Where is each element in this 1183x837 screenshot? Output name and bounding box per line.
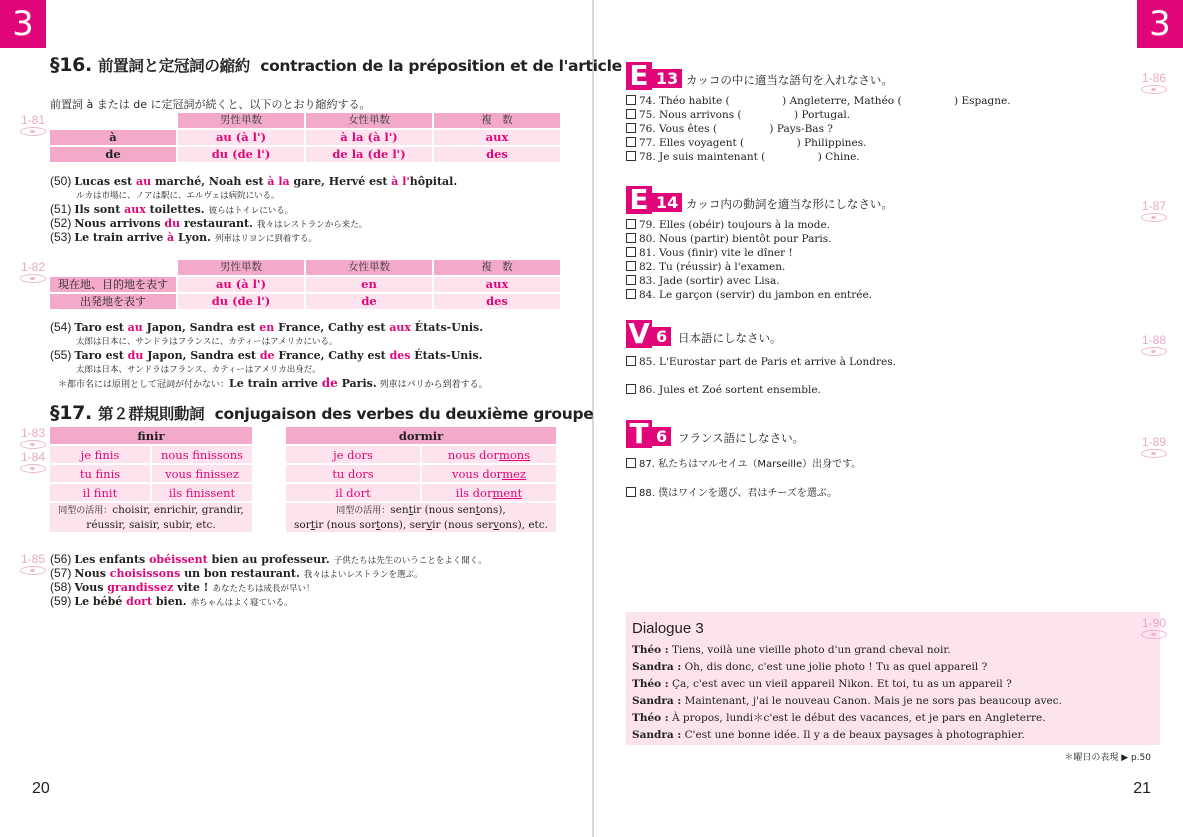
audio-track-1-82[interactable]: 1-82 bbox=[16, 261, 50, 283]
section-title-jp: 前置詞と定冠詞の縮約 bbox=[97, 57, 250, 75]
list-item[interactable]: 83. Jade (sortir) avec Lisa. bbox=[626, 275, 780, 288]
table-cell: aux bbox=[434, 277, 560, 292]
example-51: (51) Ils sont aux toilettes. 彼らはトイレにいる。 bbox=[50, 202, 294, 216]
checkbox-icon bbox=[626, 384, 636, 394]
table-row bbox=[50, 147, 560, 162]
checkbox-icon bbox=[626, 487, 636, 497]
form: tu dors bbox=[286, 465, 420, 482]
list-item[interactable]: 87. 私たちはマルセイユ（Marseille）出身です。 bbox=[626, 458, 861, 471]
geography-preposition-table bbox=[48, 258, 562, 311]
table-row bbox=[50, 446, 252, 463]
form: ils finissent bbox=[152, 484, 252, 501]
checkbox-icon bbox=[626, 458, 636, 468]
list-item[interactable]: 81. Vous (finir) vite le dîner ! bbox=[626, 247, 793, 260]
list-item[interactable]: 76. Vous êtes ( ) Pays-Bas ? bbox=[626, 123, 833, 136]
section-intro: 前置詞 à または de に定冠詞が続くと、以下のとおり縮約する。 bbox=[50, 98, 371, 111]
dialogue-box bbox=[626, 612, 1160, 745]
right-page: 3 E 13 カッコの中に適当な語句を入れなさい。 1-86 74. Théo habite ( ) Angleterre, Mathéo ( ) Espagne. 75. Nous arrivons ( ) Portugal. 76. Vous êtes ( ) Pays-Bas ? 77. Elles voyagent ( ) Philippines. 78. Je suis maintenant ( ) Chine. E 14 カッコ内の動詞を適当な形にしなさい。 1-87 79. Elles (obéir) toujours à la mode. 80. Nous (partir) bientôt pour Paris. 81. Vous (finir) vite le dîner ! 82. Tu (réussir) à l'examen. 83. Jade (sortir) avec Lisa. 84. Le garçon (servir) du jambon en entrée. V 6 日本語にしなさい。 1-88 85. L'Eurostar part de Paris et arrive à Londres. 86. Jules et Zoé sortent ensemble. T 6 フランス語にしなさい。 1-89 87. 私たちはマルセイユ（Marseille）出身です。 88. 僕はワインを選び、君はチーズを選ぶ。 Dialogue 3 Théo : Tiens, voilà une vieille photo d'un grand cheval noir. Sandra : Oh, dis donc, c'est une jolie photo ! Tu as quel appareil ? Théo : Ça, c'est avec un vieil appareil Nikon. Et toi, tu as un appareil ? Sandra : Maintenant, j'ai le nouveau Canon. Mais je ne sors pas beaucoup avec. Théo : À propos, lundi＊c'est le début des vacances, et je pars en Angleterre. Sandra : C'est une bonne idée. Il y a de beaux paysages à photographier. 1-90 ＊曜日の表現 ▶ p.50 21 bbox=[594, 0, 1183, 837]
example-57: (57) Nous choisissons un bon restaurant. 我々はよいレストランを選ぶ。 bbox=[50, 566, 423, 580]
list-item[interactable]: 79. Elles (obéir) toujours à la mode. bbox=[626, 219, 830, 232]
example-52: (52) Nous arrivons du restaurant. 我々はレストランから来た。 bbox=[50, 216, 368, 230]
audio-track-1-89[interactable]: 1-89 bbox=[1137, 436, 1171, 458]
table-cell: au (à l') bbox=[178, 277, 304, 292]
dialogue-line: Sandra : C'est une bonne idée. Il y a de beaux paysages à photographier. bbox=[632, 729, 1025, 741]
audio-track-1-88[interactable]: 1-88 bbox=[1137, 334, 1171, 356]
audio-track-1-85[interactable]: 1-85 bbox=[16, 553, 50, 575]
form: il dort bbox=[286, 484, 420, 501]
dialogue-title: Dialogue 3 bbox=[632, 620, 704, 637]
checkbox-icon bbox=[626, 123, 636, 133]
example-59: (59) Le bébé dort bien. 赤ちゃんはよく寝ている。 bbox=[50, 594, 293, 608]
section-title-fr: conjugaison des verbes du deuxième groupe bbox=[214, 405, 594, 423]
row-label: de bbox=[50, 147, 176, 162]
section-title-fr: contraction de la préposition et de l'article bbox=[260, 57, 622, 75]
header-fem-sing: 女性単数 bbox=[306, 113, 432, 128]
footnote-reference: ＊曜日の表現 ▶ p.50 bbox=[1064, 753, 1151, 763]
table-cell: de la (de l') bbox=[306, 147, 432, 162]
example-50: (50) Lucas est au marché, Noah est à la gare, Hervé est à l'hôpital. bbox=[50, 174, 458, 188]
list-item[interactable]: 85. L'Eurostar part de Paris et arrive à Londres. bbox=[626, 356, 896, 369]
checkbox-icon bbox=[626, 109, 636, 119]
checkbox-icon bbox=[626, 356, 636, 366]
list-item[interactable]: 78. Je suis maintenant ( ) Chine. bbox=[626, 151, 860, 164]
exercise-instruction: カッコの中に適当な語句を入れなさい。 bbox=[686, 73, 893, 87]
section-16-heading bbox=[50, 54, 622, 76]
table-row bbox=[50, 294, 560, 309]
example-53: (53) Le train arrive à Lyon. 列車はリヨンに到着する。 bbox=[50, 230, 317, 244]
example-58: (58) Vous grandissez vite ! あなたたちは成長が早い！ bbox=[50, 580, 315, 594]
row-label: 出発地を表す bbox=[50, 294, 176, 309]
table-row bbox=[286, 484, 556, 501]
checkbox-icon bbox=[626, 289, 636, 299]
example-55: (55) Taro est du Japon, Sandra est de France, Cathy est des États-Unis. bbox=[50, 348, 483, 362]
list-item[interactable]: 75. Nous arrivons ( ) Portugal. bbox=[626, 109, 850, 122]
dialogue-line: Théo : À propos, lundi＊c'est le début des vacances, et je pars en Angleterre. bbox=[632, 712, 1046, 724]
example-54-translation: 太郎は日本に、サンドラはフランスに、カティーはアメリカにいる。 bbox=[76, 337, 338, 347]
cd-icon bbox=[1141, 213, 1167, 222]
city-name-note: ＊都市名には原則として冠詞が付かない：Le train arrive de Paris. 列車はパリから到着する。 bbox=[58, 376, 488, 390]
section-17-heading bbox=[50, 402, 593, 424]
audio-track-1-86[interactable]: 1-86 bbox=[1137, 72, 1171, 94]
row-label: à bbox=[50, 130, 176, 145]
form: vous dormez bbox=[422, 465, 556, 482]
form: je finis bbox=[50, 446, 150, 463]
form: ils dorment bbox=[422, 484, 556, 501]
exercise-instruction: フランス語にしなさい。 bbox=[678, 431, 805, 445]
cd-icon bbox=[20, 440, 46, 449]
finir-conjugation-table bbox=[48, 425, 254, 534]
form: nous dormons bbox=[422, 446, 556, 463]
checkbox-icon bbox=[626, 247, 636, 257]
verb-head: dormir bbox=[286, 427, 556, 444]
dialogue-line: Sandra : Oh, dis donc, c'est une jolie photo ! Tu as quel appareil ? bbox=[632, 661, 988, 673]
section-number: §17. bbox=[50, 402, 92, 424]
cd-icon bbox=[20, 127, 46, 136]
dormir-conjugation-table bbox=[284, 425, 558, 534]
audio-track-1-90[interactable]: 1-90 bbox=[1137, 617, 1171, 639]
chapter-tab: 3 bbox=[0, 0, 46, 48]
list-item[interactable]: 88. 僕はワインを選び、君はチーズを選ぶ。 bbox=[626, 487, 837, 500]
table-row bbox=[50, 484, 252, 501]
audio-track-1-81[interactable] bbox=[16, 114, 50, 136]
table-cell: de bbox=[306, 294, 432, 309]
form: nous finissons bbox=[152, 446, 252, 463]
checkbox-icon bbox=[626, 137, 636, 147]
form: il finit bbox=[50, 484, 150, 501]
cd-icon bbox=[20, 464, 46, 473]
form: je dors bbox=[286, 446, 420, 463]
dialogue-line: Théo : Tiens, voilà une vieille photo d'un grand cheval noir. bbox=[632, 644, 951, 656]
exercise-instruction: 日本語にしなさい。 bbox=[678, 331, 782, 345]
table-row bbox=[286, 446, 556, 463]
track-label: 1-81 bbox=[20, 113, 46, 127]
list-item[interactable]: 74. Théo habite ( ) Angleterre, Mathéo ( ) Espagne. bbox=[626, 95, 1011, 108]
chapter-tab: 3 bbox=[1137, 0, 1183, 48]
table-row bbox=[50, 465, 252, 482]
table-cell: des bbox=[434, 294, 560, 309]
checkbox-icon bbox=[626, 95, 636, 105]
list-item[interactable]: 80. Nous (partir) bientôt pour Paris. bbox=[626, 233, 831, 246]
cd-icon bbox=[1141, 449, 1167, 458]
example-50-translation: ルカは市場に、ノアは駅に、エルヴェは病院にいる。 bbox=[76, 191, 280, 201]
dialogue-line: Sandra : Maintenant, j'ai le nouveau Canon. Mais je ne sors pas beaucoup avec. bbox=[632, 695, 1062, 707]
list-item[interactable]: 86. Jules et Zoé sortent ensemble. bbox=[626, 384, 821, 397]
list-item[interactable]: 82. Tu (réussir) à l'examen. bbox=[626, 261, 785, 274]
exercise-instruction: カッコ内の動詞を適当な形にしなさい。 bbox=[686, 197, 893, 211]
table-cell: du (de l') bbox=[178, 294, 304, 309]
cd-icon bbox=[1141, 347, 1167, 356]
table-cell: aux bbox=[434, 130, 560, 145]
audio-track-1-84[interactable]: 1-84 bbox=[16, 451, 50, 473]
example-54: (54) Taro est au Japon, Sandra est en France, Cathy est aux États-Unis. bbox=[50, 320, 484, 334]
table-cell: du (de l') bbox=[178, 147, 304, 162]
table-cell: des bbox=[434, 147, 560, 162]
page-number: 20 bbox=[32, 780, 50, 797]
header-masc-sing: 男性単数 bbox=[178, 260, 304, 275]
cd-icon bbox=[20, 566, 46, 575]
cd-icon bbox=[1141, 85, 1167, 94]
cd-icon bbox=[20, 274, 46, 283]
header-masc-sing: 男性単数 bbox=[178, 113, 304, 128]
same-pattern-note: 同型の活用：choisir, enrichir, grandir, réussir, saisir, subir, etc. bbox=[50, 503, 252, 532]
table-row bbox=[286, 465, 556, 482]
verb-head: finir bbox=[50, 427, 252, 444]
section-number: §16. bbox=[50, 54, 92, 76]
example-55-translation: 太郎は日本、サンドラはフランス、カティーはアメリカ出身だ。 bbox=[76, 365, 321, 375]
checkbox-icon bbox=[626, 219, 636, 229]
example-56: (56) Les enfants obéissent bien au professeur. 子供たちは先生のいうことをよく聞く。 bbox=[50, 552, 487, 566]
table-row bbox=[50, 277, 560, 292]
table-cell: à la (à l') bbox=[306, 130, 432, 145]
audio-track-1-83[interactable]: 1-83 bbox=[16, 427, 50, 449]
list-item[interactable]: 84. Le garçon (servir) du jambon en entrée. bbox=[626, 289, 872, 302]
table-cell: en bbox=[306, 277, 432, 292]
checkbox-icon bbox=[626, 275, 636, 285]
form: tu finis bbox=[50, 465, 150, 482]
row-label: 現在地、目的地を表す bbox=[50, 277, 176, 292]
contraction-table bbox=[48, 111, 562, 164]
header-fem-sing: 女性単数 bbox=[306, 260, 432, 275]
dialogue-line: Théo : Ça, c'est avec un vieil appareil Nikon. Et toi, tu as un appareil ? bbox=[632, 678, 1012, 690]
form: vous finissez bbox=[152, 465, 252, 482]
table-row bbox=[50, 130, 560, 145]
checkbox-icon bbox=[626, 151, 636, 161]
cd-icon bbox=[1141, 630, 1167, 639]
section-title-jp: 第２群規則動詞 bbox=[97, 405, 205, 423]
table-cell: au (à l') bbox=[178, 130, 304, 145]
audio-track-1-87[interactable]: 1-87 bbox=[1137, 200, 1171, 222]
list-item[interactable]: 77. Elles voyagent ( ) Philippines. bbox=[626, 137, 867, 150]
header-plural: 複 数 bbox=[434, 113, 560, 128]
checkbox-icon bbox=[626, 233, 636, 243]
header-plural: 複 数 bbox=[434, 260, 560, 275]
same-pattern-note: 同型の活用：sentir (nous sentons), sortir (nous sortons), servir (nous servons), etc. bbox=[286, 503, 556, 532]
page-number: 21 bbox=[1133, 780, 1151, 797]
checkbox-icon bbox=[626, 261, 636, 271]
